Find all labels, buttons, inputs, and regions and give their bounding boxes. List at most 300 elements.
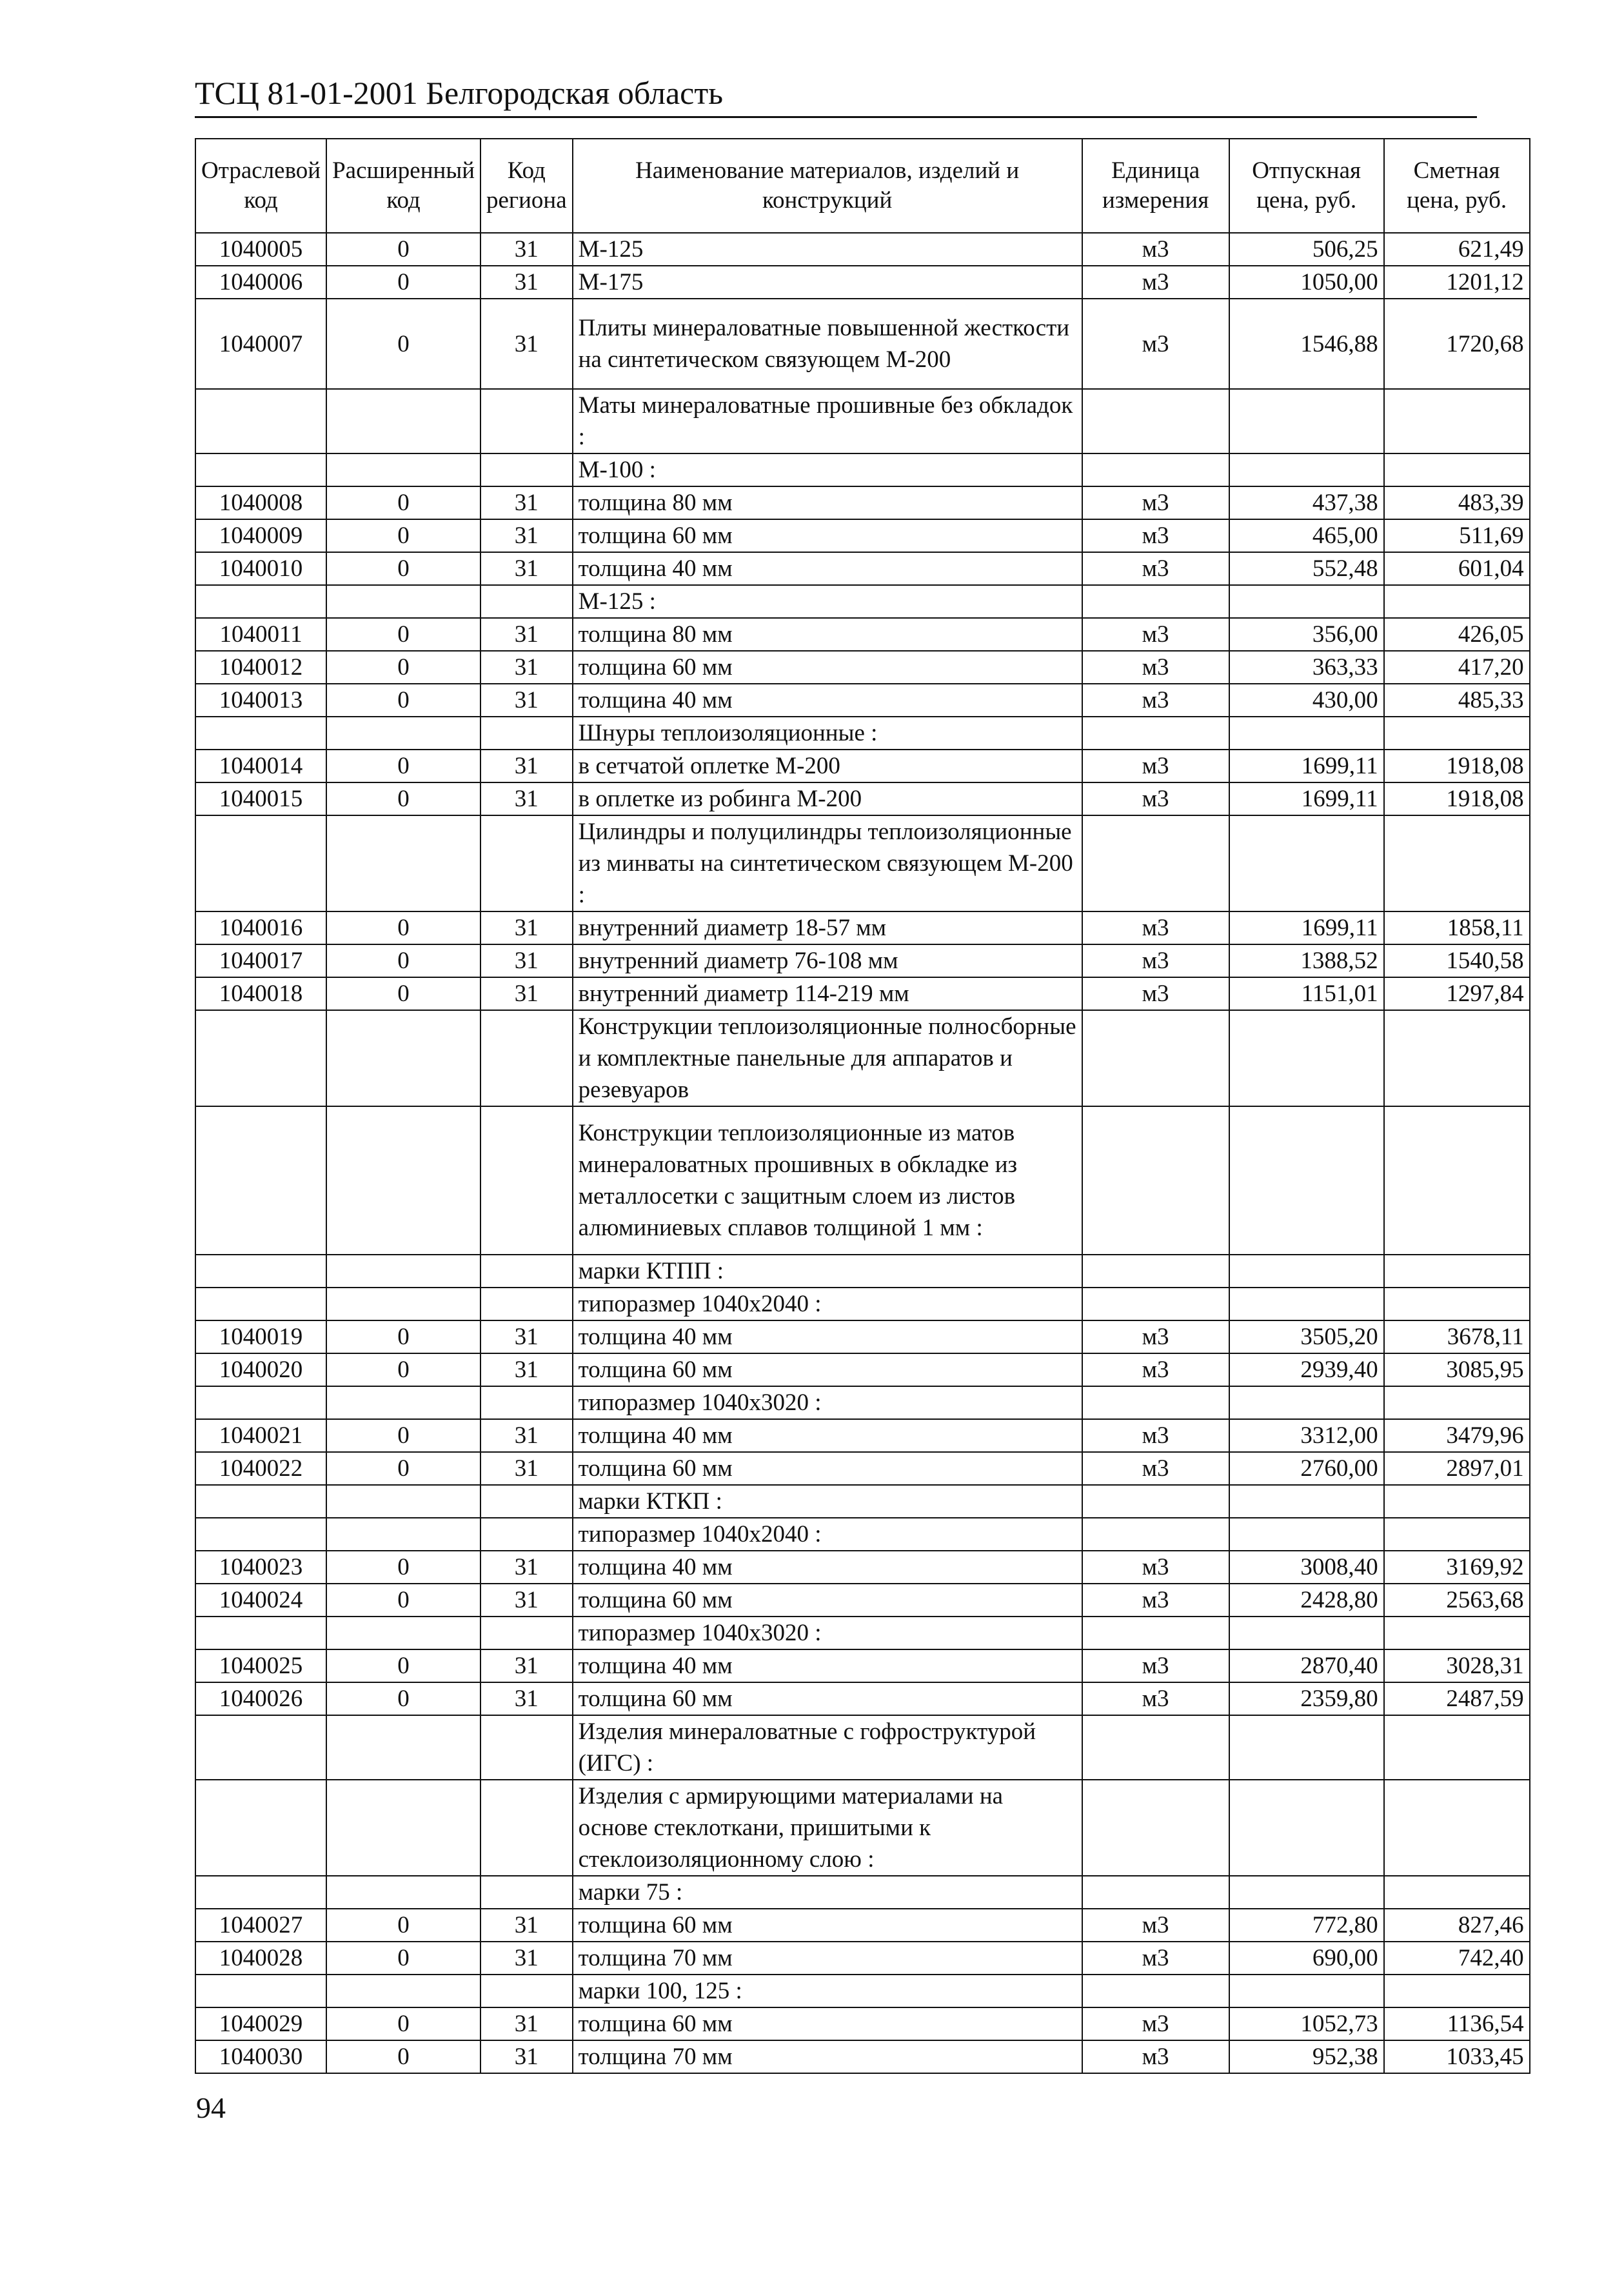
table-row [195,233,1530,266]
estimate-price-cell: 1201,12 [1384,266,1530,299]
region-code-cell [480,1288,573,1320]
extended-code-cell: 0 [326,266,480,299]
table-row [195,1288,1530,1320]
unit-cell [1082,1715,1229,1780]
release-price-cell: 1151,01 [1229,977,1384,1010]
unit-cell: м3 [1082,299,1229,389]
industry-code-cell: 1040019 [195,1320,326,1353]
release-price-cell: 2939,40 [1229,1353,1384,1386]
unit-cell: м3 [1082,1320,1229,1353]
industry-code-cell: 1040007 [195,299,326,389]
name-cell: толщина 60 мм [573,519,1082,552]
unit-cell [1082,1780,1229,1876]
region-code-cell: 31 [480,1649,573,1682]
region-code-cell: 31 [480,651,573,684]
table-row [195,1419,1530,1452]
table-row [195,266,1530,299]
unit-cell [1082,1518,1229,1551]
industry-code-cell: 1040014 [195,750,326,782]
name-cell: толщина 70 мм [573,1942,1082,1975]
release-price-cell: 2359,80 [1229,1682,1384,1715]
extended-code-cell: 0 [326,684,480,717]
estimate-price-cell: 483,39 [1384,486,1530,519]
release-price-cell [1229,453,1384,486]
unit-cell: м3 [1082,911,1229,944]
extended-code-cell [326,1617,480,1649]
region-code-cell: 31 [480,944,573,977]
region-code-cell: 31 [480,233,573,266]
unit-cell [1082,1288,1229,1320]
industry-code-cell [195,1715,326,1780]
estimate-price-cell [1384,1288,1530,1320]
release-price-cell: 1388,52 [1229,944,1384,977]
industry-code-cell: 1040028 [195,1942,326,1975]
name-cell: Цилиндры и полуцилиндры теплоизоляционные из минваты на синтетическом связующем М-200 : [573,815,1082,911]
name-cell: толщина 70 мм [573,2040,1082,2073]
extended-code-cell: 0 [326,944,480,977]
industry-code-cell: 1040018 [195,977,326,1010]
table-row [195,944,1530,977]
name-cell: М-175 [573,266,1082,299]
release-price-cell: 1699,11 [1229,911,1384,944]
table-row [195,911,1530,944]
estimate-price-cell: 1720,68 [1384,299,1530,389]
estimate-price-cell: 2487,59 [1384,1682,1530,1715]
region-code-cell: 31 [480,552,573,585]
estimate-price-cell [1384,1715,1530,1780]
name-cell: толщина 40 мм [573,552,1082,585]
extended-code-cell: 0 [326,911,480,944]
document-title: ТСЦ 81-01-2001 Белгородская область [195,75,724,111]
extended-code-cell: 0 [326,977,480,1010]
estimate-price-cell: 601,04 [1384,552,1530,585]
extended-code-cell: 0 [326,1452,480,1485]
col-header-release-price: Отпускная цена, руб. [1229,139,1384,233]
estimate-price-cell [1384,1106,1530,1255]
unit-cell [1082,1255,1229,1288]
region-code-cell [480,1518,573,1551]
extended-code-cell: 0 [326,1682,480,1715]
table-row [195,717,1530,750]
region-code-cell [480,1780,573,1876]
extended-code-cell [326,389,480,453]
release-price-cell: 2870,40 [1229,1649,1384,1682]
region-code-cell: 31 [480,2007,573,2040]
estimate-price-cell: 1858,11 [1384,911,1530,944]
industry-code-cell: 1040013 [195,684,326,717]
col-header-region-code: Код региона [480,139,573,233]
estimate-price-cell: 3169,92 [1384,1551,1530,1584]
industry-code-cell [195,1780,326,1876]
industry-code-cell: 1040009 [195,519,326,552]
unit-cell [1082,1876,1229,1909]
name-cell: М-125 [573,233,1082,266]
estimate-price-cell [1384,815,1530,911]
name-cell: толщина 60 мм [573,1353,1082,1386]
table-row [195,453,1530,486]
table-row [195,389,1530,453]
table-body [195,233,1530,2073]
release-price-cell [1229,1255,1384,1288]
extended-code-cell [326,1975,480,2007]
industry-code-cell: 1040011 [195,618,326,651]
unit-cell: м3 [1082,1649,1229,1682]
table-row [195,1682,1530,1715]
unit-cell: м3 [1082,486,1229,519]
region-code-cell [480,815,573,911]
release-price-cell: 430,00 [1229,684,1384,717]
release-price-cell: 465,00 [1229,519,1384,552]
table-row [195,618,1530,651]
extended-code-cell: 0 [326,1419,480,1452]
unit-cell: м3 [1082,750,1229,782]
industry-code-cell: 1040029 [195,2007,326,2040]
region-code-cell: 31 [480,1682,573,1715]
industry-code-cell: 1040022 [195,1452,326,1485]
region-code-cell: 31 [480,299,573,389]
unit-cell: м3 [1082,519,1229,552]
estimate-price-cell: 3678,11 [1384,1320,1530,1353]
industry-code-cell [195,453,326,486]
table-row [195,552,1530,585]
industry-code-cell [195,1975,326,2007]
unit-cell: м3 [1082,651,1229,684]
estimate-price-cell [1384,453,1530,486]
industry-code-cell [195,1010,326,1106]
release-price-cell: 772,80 [1229,1909,1384,1942]
release-price-cell: 1699,11 [1229,782,1384,815]
unit-cell: м3 [1082,1353,1229,1386]
unit-cell: м3 [1082,1942,1229,1975]
industry-code-cell [195,1106,326,1255]
estimate-price-cell: 3028,31 [1384,1649,1530,1682]
unit-cell [1082,815,1229,911]
name-cell: М-125 : [573,585,1082,618]
col-header-estimate-price: Сметная цена, руб. [1384,139,1530,233]
industry-code-cell [195,389,326,453]
estimate-price-cell [1384,1876,1530,1909]
estimate-price-cell: 621,49 [1384,233,1530,266]
extended-code-cell [326,1780,480,1876]
table-row [195,1715,1530,1780]
estimate-price-cell [1384,1617,1530,1649]
name-cell: внутренний диаметр 114-219 мм [573,977,1082,1010]
estimate-price-cell [1384,1975,1530,2007]
extended-code-cell [326,1518,480,1551]
unit-cell: м3 [1082,266,1229,299]
industry-code-cell: 1040005 [195,233,326,266]
name-cell: толщина 80 мм [573,618,1082,651]
name-cell: толщина 40 мм [573,684,1082,717]
extended-code-cell [326,1106,480,1255]
unit-cell: м3 [1082,977,1229,1010]
extended-code-cell [326,1255,480,1288]
table-row [195,1485,1530,1518]
unit-cell: м3 [1082,2007,1229,2040]
industry-code-cell [195,1876,326,1909]
extended-code-cell [326,585,480,618]
industry-code-cell [195,1386,326,1419]
region-code-cell [480,1106,573,1255]
name-cell: Плиты минераловатные повышенной жесткости на синтетическом связующем М-200 [573,299,1082,389]
industry-code-cell: 1040020 [195,1353,326,1386]
estimate-price-cell: 1540,58 [1384,944,1530,977]
name-cell: толщина 60 мм [573,651,1082,684]
extended-code-cell: 0 [326,782,480,815]
industry-code-cell: 1040008 [195,486,326,519]
price-table [195,138,1530,2074]
unit-cell [1082,1485,1229,1518]
table-row [195,815,1530,911]
release-price-cell [1229,1975,1384,2007]
release-price-cell: 1050,00 [1229,266,1384,299]
release-price-cell [1229,1386,1384,1419]
unit-cell [1082,1975,1229,2007]
col-header-name: Наименование материалов, изделий и конструкций [573,139,1082,233]
industry-code-cell: 1040025 [195,1649,326,1682]
release-price-cell: 952,38 [1229,2040,1384,2073]
estimate-price-cell [1384,717,1530,750]
name-cell: типоразмер 1040х2040 : [573,1288,1082,1320]
name-cell: Конструкции теплоизоляционные полносборные и комплектные панельные для аппаратов и резевуаров [573,1010,1082,1106]
extended-code-cell: 0 [326,1942,480,1975]
unit-cell [1082,453,1229,486]
unit-cell: м3 [1082,1452,1229,1485]
extended-code-cell [326,717,480,750]
region-code-cell: 31 [480,1551,573,1584]
col-header-unit: Единица измерения [1082,139,1229,233]
industry-code-cell [195,1255,326,1288]
table-row [195,1255,1530,1288]
name-cell: Изделия минераловатные с гофроструктурой (ИГС) : [573,1715,1082,1780]
unit-cell: м3 [1082,618,1229,651]
table-row [195,2007,1530,2040]
industry-code-cell: 1040015 [195,782,326,815]
name-cell: типоразмер 1040х2040 : [573,1518,1082,1551]
extended-code-cell: 0 [326,299,480,389]
release-price-cell: 690,00 [1229,1942,1384,1975]
extended-code-cell: 0 [326,1584,480,1617]
release-price-cell [1229,1485,1384,1518]
name-cell: Маты минераловатные прошивные без обкладок : [573,389,1082,453]
industry-code-cell: 1040023 [195,1551,326,1584]
industry-code-cell [195,1485,326,1518]
region-code-cell: 31 [480,1320,573,1353]
name-cell: М-100 : [573,453,1082,486]
unit-cell [1082,585,1229,618]
industry-code-cell: 1040030 [195,2040,326,2073]
table-row [195,1780,1530,1876]
table-row [195,1975,1530,2007]
region-code-cell: 31 [480,486,573,519]
release-price-cell [1229,717,1384,750]
release-price-cell: 3312,00 [1229,1419,1384,1452]
industry-code-cell: 1040016 [195,911,326,944]
unit-cell: м3 [1082,2040,1229,2073]
region-code-cell: 31 [480,1584,573,1617]
table-row [195,1452,1530,1485]
release-price-cell [1229,585,1384,618]
table-row [195,1320,1530,1353]
extended-code-cell [326,815,480,911]
name-cell: в сетчатой оплетке М-200 [573,750,1082,782]
extended-code-cell [326,453,480,486]
page-number: 94 [196,2091,226,2124]
table-row [195,1106,1530,1255]
region-code-cell: 31 [480,750,573,782]
name-cell: внутренний диаметр 18-57 мм [573,911,1082,944]
industry-code-cell: 1040021 [195,1419,326,1452]
unit-cell [1082,1106,1229,1255]
release-price-cell: 2760,00 [1229,1452,1384,1485]
extended-code-cell: 0 [326,1649,480,1682]
name-cell: Изделия с армирующими материалами на основе стеклоткани, пришитыми к стеклоизоляционному слою : [573,1780,1082,1876]
region-code-cell: 31 [480,1452,573,1485]
extended-code-cell [326,1288,480,1320]
unit-cell: м3 [1082,1551,1229,1584]
region-code-cell [480,389,573,453]
release-price-cell [1229,1617,1384,1649]
extended-code-cell: 0 [326,618,480,651]
extended-code-cell: 0 [326,519,480,552]
unit-cell: м3 [1082,233,1229,266]
name-cell: толщина 60 мм [573,2007,1082,2040]
industry-code-cell [195,1518,326,1551]
industry-code-cell: 1040024 [195,1584,326,1617]
release-price-cell [1229,1780,1384,1876]
region-code-cell [480,1485,573,1518]
name-cell: толщина 80 мм [573,486,1082,519]
region-code-cell: 31 [480,1353,573,1386]
estimate-price-cell: 1918,08 [1384,750,1530,782]
table-row [195,1386,1530,1419]
release-price-cell: 3505,20 [1229,1320,1384,1353]
region-code-cell: 31 [480,977,573,1010]
unit-cell [1082,389,1229,453]
name-cell: марки КТКП : [573,1485,1082,1518]
table-row [195,1909,1530,1942]
release-price-cell [1229,1288,1384,1320]
unit-cell [1082,1010,1229,1106]
table-row [195,1551,1530,1584]
table-row [195,1649,1530,1682]
col-header-extended-code: Расширенный код [326,139,480,233]
name-cell: толщина 60 мм [573,1452,1082,1485]
release-price-cell: 363,33 [1229,651,1384,684]
table-row [195,1942,1530,1975]
extended-code-cell: 0 [326,2007,480,2040]
extended-code-cell [326,1876,480,1909]
region-code-cell: 31 [480,911,573,944]
extended-code-cell: 0 [326,1551,480,1584]
industry-code-cell [195,717,326,750]
region-code-cell [480,1975,573,2007]
extended-code-cell: 0 [326,2040,480,2073]
name-cell: марки 100, 125 : [573,1975,1082,2007]
estimate-price-cell [1384,1386,1530,1419]
unit-cell [1082,1617,1229,1649]
region-code-cell: 31 [480,519,573,552]
name-cell: толщина 40 мм [573,1419,1082,1452]
table-row [195,2040,1530,2073]
industry-code-cell: 1040012 [195,651,326,684]
table-row [195,651,1530,684]
extended-code-cell [326,1386,480,1419]
region-code-cell: 31 [480,684,573,717]
release-price-cell: 356,00 [1229,618,1384,651]
industry-code-cell [195,1617,326,1649]
table-row [195,486,1530,519]
unit-cell: м3 [1082,1909,1229,1942]
table-row [195,977,1530,1010]
table-row [195,519,1530,552]
table-header-row [195,139,1530,233]
release-price-cell: 437,38 [1229,486,1384,519]
name-cell: толщина 40 мм [573,1320,1082,1353]
extended-code-cell: 0 [326,486,480,519]
estimate-price-cell [1384,1518,1530,1551]
estimate-price-cell: 1136,54 [1384,2007,1530,2040]
estimate-price-cell: 1297,84 [1384,977,1530,1010]
industry-code-cell: 1040026 [195,1682,326,1715]
table-row [195,585,1530,618]
col-header-industry-code: Отраслевой код [195,139,326,233]
name-cell: внутренний диаметр 76-108 мм [573,944,1082,977]
estimate-price-cell: 3085,95 [1384,1353,1530,1386]
region-code-cell [480,1617,573,1649]
name-cell: толщина 40 мм [573,1551,1082,1584]
name-cell: в оплетке из робинга М-200 [573,782,1082,815]
extended-code-cell: 0 [326,552,480,585]
release-price-cell: 506,25 [1229,233,1384,266]
title-rule [195,116,1477,118]
region-code-cell: 31 [480,2040,573,2073]
release-price-cell [1229,1518,1384,1551]
industry-code-cell: 1040027 [195,1909,326,1942]
unit-cell: м3 [1082,1419,1229,1452]
table-row [195,1584,1530,1617]
region-code-cell [480,1255,573,1288]
region-code-cell [480,1010,573,1106]
extended-code-cell: 0 [326,233,480,266]
estimate-price-cell [1384,389,1530,453]
unit-cell: м3 [1082,1682,1229,1715]
unit-cell: м3 [1082,782,1229,815]
estimate-price-cell: 2897,01 [1384,1452,1530,1485]
region-code-cell [480,585,573,618]
estimate-price-cell: 426,05 [1384,618,1530,651]
region-code-cell [480,1386,573,1419]
name-cell: марки 75 : [573,1876,1082,1909]
table-row [195,750,1530,782]
table-row [195,299,1530,389]
extended-code-cell [326,1010,480,1106]
region-code-cell [480,717,573,750]
estimate-price-cell: 827,46 [1384,1909,1530,1942]
table-row [195,1010,1530,1106]
region-code-cell: 31 [480,782,573,815]
region-code-cell: 31 [480,1942,573,1975]
name-cell: толщина 60 мм [573,1682,1082,1715]
estimate-price-cell: 3479,96 [1384,1419,1530,1452]
region-code-cell: 31 [480,266,573,299]
name-cell: типоразмер 1040х3020 : [573,1386,1082,1419]
industry-code-cell: 1040006 [195,266,326,299]
industry-code-cell [195,585,326,618]
table-row [195,1353,1530,1386]
unit-cell [1082,1386,1229,1419]
name-cell: марки КТПП : [573,1255,1082,1288]
